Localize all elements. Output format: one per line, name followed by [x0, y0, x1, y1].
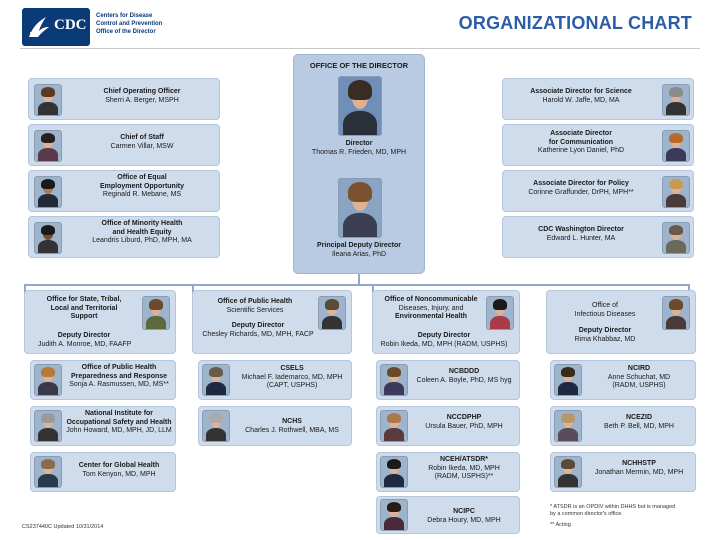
associate-director-for-policy: Associate Director for Policy Corinne Graffunder, DrPH, MPH**: [528, 180, 634, 196]
center-for-global-health: Center for Global Health Tom Kenyon, MD, MPH: [78, 462, 160, 478]
office-of-equal-employment-opportunity: Office of Equal Employment Opportunity Reginald R. Mebane, MS: [100, 174, 184, 198]
cdc-logo: [22, 8, 90, 46]
center-director-photo: [380, 364, 408, 396]
center-director-photo: [380, 456, 408, 488]
center-director-photo: [202, 410, 230, 442]
deputy-director-ondieh: Deputy Director Robin Ikeda, MD, MPH (RADM, USPHS): [380, 332, 508, 348]
ncbddd: NCBDDD Coleen A. Boyle, PhD, MS hyg: [416, 368, 512, 384]
officer-photo: [34, 222, 62, 254]
officer-photo: [662, 130, 690, 162]
deputy-photo: [486, 296, 514, 330]
header-divider: [20, 48, 700, 49]
nchhstp: NCHHSTP Jonathan Mermin, MD, MPH: [594, 460, 684, 476]
office-of-public-health-preparedness: Office of Public Health Preparedness and Response Sonja A. Rasmussen, MD, MS**: [69, 364, 169, 388]
center-director-photo: [34, 456, 62, 488]
update-stamp: CS237440C Updated 10/31/2014: [22, 524, 104, 530]
center-director-photo: [380, 499, 408, 531]
nchs: NCHS Charles J. Rothwell, MBA, MS: [245, 418, 339, 434]
office-of-noncommunicable-diseases: Office of Noncommunicable Diseases, Injury, and Environmental Health: [384, 296, 478, 320]
ncezid: NCEZID Beth P. Bell, MD, MPH: [604, 414, 674, 430]
connector: [24, 284, 690, 286]
niosh: National Institute for Occupational Safety and Health John Howard, MD, MPH, JD, LLM: [66, 410, 172, 434]
center-director-photo: [202, 364, 230, 396]
center-director-photo: [554, 364, 582, 396]
center-director-photo: [554, 410, 582, 442]
deputy-director-ostlts: Deputy Director: [57, 332, 111, 339]
nccdphp: NCCDPHP Ursula Bauer, PhD, MPH: [425, 414, 503, 430]
deputy-name-ostlts: Judith A. Monroe, MD, FAAFP: [38, 341, 132, 348]
deputy-photo: [142, 296, 170, 330]
agency-name: Centers for Disease Control and Prevention Office of the Director: [96, 13, 163, 35]
center-director-photo: [380, 410, 408, 442]
office-of-infectious-diseases: Office of Infectious Diseases: [574, 302, 636, 318]
ncipc: NCIPC Debra Houry, MD, MPH: [427, 508, 501, 524]
center-director-photo: [34, 364, 62, 396]
officer-photo: [34, 84, 62, 116]
page-title: ORGANIZATIONAL CHART: [458, 13, 692, 33]
cdc-washington-director: CDC Washington Director Edward L. Hunter, MA: [538, 226, 624, 242]
hhs-eagle-icon: [26, 13, 52, 41]
deputy-photo: [662, 296, 690, 330]
footnote-atsdr: * ATSDR is an OPDIV within DHHS but is managed by a common director's office.: [550, 504, 676, 517]
director-office-heading: OFFICE OF THE DIRECTOR: [309, 61, 409, 70]
officer-photo: [662, 176, 690, 208]
nceh-atsdr: NCEH/ATSDR* Robin Ikeda, MD, MPH (RADM, USPHS)**: [428, 456, 500, 480]
officer-photo: [34, 130, 62, 162]
office-of-public-health-scientific-services: Office of Public Health Scientific Services: [217, 298, 293, 314]
office-of-minority-health: Office of Minority Health and Health Equity Leandris Liburd, PhD, MPH, MA: [92, 220, 192, 244]
principal-deputy-director: Principal Deputy Director Ileana Arias, PhD: [316, 242, 402, 258]
deputy-director-oid: Deputy Director Rima Khabbaz, MD: [574, 327, 636, 343]
chief-operating-officer: Chief Operating Officer Sherri A. Berger, MSPH: [103, 88, 181, 104]
director-photo: [338, 76, 382, 136]
ncird: NCIRD Anne Schuchat, MD (RADM, USPHS): [607, 365, 671, 389]
deputy-photo: [318, 296, 346, 330]
connector: [358, 274, 360, 284]
office-for-state-tribal-local-territorial-support: Office for State, Tribal, Local and Territorial Support: [46, 296, 122, 320]
logo-text: CDC: [54, 17, 87, 33]
officer-photo: [662, 84, 690, 116]
footnote-acting: ** Acting: [550, 522, 571, 528]
officer-photo: [662, 222, 690, 254]
chief-of-staff: Chief of Staff Carmen Villar, MSW: [110, 134, 174, 150]
principal-deputy-photo: [338, 178, 382, 238]
deputy-director-ophss: Deputy Director Chesley Richards, MD, MPH, FACP: [202, 322, 314, 338]
center-director-photo: [34, 410, 62, 442]
associate-director-for-communication: Associate Director for Communication Katherine Lyon Daniel, PhD: [537, 130, 625, 154]
csels: CSELS Michael F. Iademarco, MD, MPH (CAPT, USPHS): [241, 365, 343, 389]
director: Director Thomas R. Frieden, MD, MPH: [311, 140, 407, 156]
center-director-photo: [554, 456, 582, 488]
officer-photo: [34, 176, 62, 208]
associate-director-for-science: Associate Director for Science Harold W. Jaffe, MD, MA: [530, 88, 632, 104]
